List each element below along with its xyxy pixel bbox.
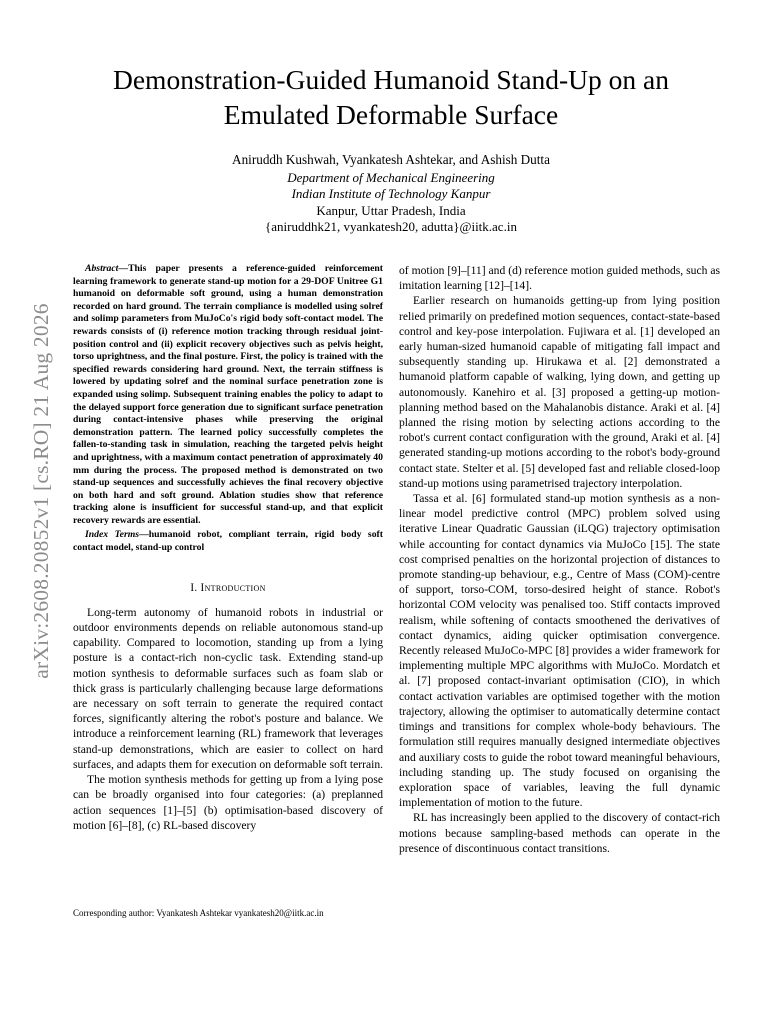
section-heading: I. Introduction bbox=[190, 581, 266, 594]
arxiv-stamp-text: arXiv:2608.20852v1 [cs.RO] 21 Aug 2026 bbox=[29, 303, 53, 679]
paragraph: Earlier research on humanoids getting-up from lying position relied primarily on predefined motion sequences, contact-state-based control and key-pose interpolation. Fujiwara et al. [1] developed an early human-sized humanoid capable of mitigating fall impact and subsequently standing up. Hirukawa et al. [2] demonstrated a humanoid platform capable of walking, lying down, and getting up autonomously. Kanehiro et al. [3] proposed a getting-up motion-planning method based on the Mahalanobis distance. Araki et al. [4] planned the rising motion by selecting actions according to the robot's current contact configuration with the ground, Araki et al. [4] generated standing-up motions according to the robot's body-ground contact state. Stelter et al. [5] developed fast and reliable closed-loop stand-up motions using parametrised trajectory interpolation. bbox=[399, 294, 720, 490]
abstract-text: —This paper presents a reference-guided reinforcement learning framework to generate stand-up motion for a 29-DOF Unitree G1 humanoid on deformable soft ground, using a human demonstration recorded on hard ground. The terrain compliance is modelled using solref and solimp parameters from MuJoCo's rigid body soft-contact model. The rewards consists of (i) reference motion tracking through residual joint-position control and (ii) explicit recovery objectives such as pelvis height, torso uprightness, and the final posture. First, the policy is trained with the specified rewards considering hard ground. Next, the terrain stiffness is lowered by updating solref and the nominal surface penetration zone is expanded using solimp. Subsequent training enables the policy to adapt to the delayed support force generation due to significant surface penetration during contact-intensive phases while preserving the original demonstration pattern. The learned policy successfully completes the fallen-to-standing task in simulation, reaching the targeted pelvis height and uprightness, with a maximum contact penetration of approximately 40 mm during the process. The proposed method is demonstrated on two stand-up sequences and successfully achieves the final recovery objective on both hard and soft ground. Ablation studies show that reference tracking alone is insufficient for successful stand-up, and that explicit recovery rewards are essential. bbox=[73, 263, 383, 526]
paper-title: Demonstration-Guided Humanoid Stand-Up on an Emulated Deformable Surface bbox=[112, 64, 669, 130]
arxiv-stamp bbox=[28, 281, 54, 701]
right-column bbox=[399, 263, 720, 856]
author-institute: Indian Institute of Technology Kanpur bbox=[291, 186, 491, 201]
index-terms-text: —humanoid robot, compliant terrain, rigid body soft contact model, stand-up control bbox=[73, 529, 383, 554]
abstract bbox=[73, 263, 383, 527]
paragraph: Tassa et al. [6] formulated stand-up motion synthesis as a non-linear model predictive control (MPC) problem solved using iterative Linear Quadratic Gaussian (iLQG) trajectory optimisation while accounting for contact dynamics via MuJoCo [15]. The state cost comprised penalties on the horizontal projection of distances to promote standing-up behaviour, e.g., Centre of Mass (COM)-centre of support, torso-COM, torso-desired height of stance. Robot's horizontal COM velocity was penalised too. Stiff contacts improved realism, while softening of contacts smoothened the derivatives of contact dynamics, aiding quicker optimisation convergence. Recently released MuJoCo-MPC [8] provides a wider framework for implementing multiple MPC algorithms with MuJoCo. Mordatch et al. [7] proposed contact-invariant optimisation (CIO), in which contact activation variables are optimised together with the motion trajectory, allowing the optimiser to automatically determine contact timings and transitions for complex whole-body behaviours. The formulation still requires manually designed intermediate objectives and auxiliary costs to guide the robot toward meaningful behaviours, including standing up. The study focused on organising the exploration space of variables, leaving the full dynamic implementation of motion to the future. bbox=[399, 492, 720, 810]
author-block bbox=[60, 152, 722, 236]
left-column bbox=[73, 263, 383, 833]
footnote: Corresponding author: Vyankatesh Ashtekar vyankatesh20@iitk.ac.in bbox=[73, 908, 324, 918]
author-location: Kanpur, Uttar Pradesh, India bbox=[316, 202, 466, 218]
author-names: Aniruddh Kushwah, Vyankatesh Ashtekar, and Ashish Dutta bbox=[232, 152, 550, 167]
abstract-label: Abstract bbox=[85, 263, 119, 274]
index-terms-label: Index Terms bbox=[85, 529, 140, 541]
paragraph: of motion [9]–[11] and (d) reference motion guided methods, such as imitation learning [12]–[14]. bbox=[399, 264, 720, 293]
paragraph: The motion synthesis methods for getting up from a lying pose can be broadly organised into four categories: (a) preplanned action sequences [1]–[5] (b) optimisation-based discovery of motion [6]–[8], (c) RL-based discovery bbox=[73, 773, 383, 832]
paragraph: Long-term autonomy of humanoid robots in industrial or outdoor environments depends on reliable autonomous stand-up capability. Compared to locomotion, standing up from a lying posture is a contact-rich non-cyclic task. Extending stand-up motion synthesis to deformable surfaces such as foam slab or thick grass is particularly challenging because large deformations are necessary on soft terrain to generate the required contact forces, significantly altering the robot's posture and balance. We introduce a reinforcement learning (RL) framework that leverages stand-up demonstrations, which are easier to collect on hard surfaces, and adapts them for execution on deformable soft terrain. bbox=[73, 605, 384, 771]
paragraph: RL has increasingly been applied to the discovery of contact-rich motions because sampling-based methods can operate in the presence of discontinuous contact transitions. bbox=[399, 811, 720, 855]
author-department: Department of Mechanical Engineering bbox=[287, 169, 495, 185]
index-terms bbox=[73, 529, 383, 554]
author-emails: {aniruddhk21, vyankatesh20, adutta}@iitk.ac.in bbox=[265, 219, 517, 234]
